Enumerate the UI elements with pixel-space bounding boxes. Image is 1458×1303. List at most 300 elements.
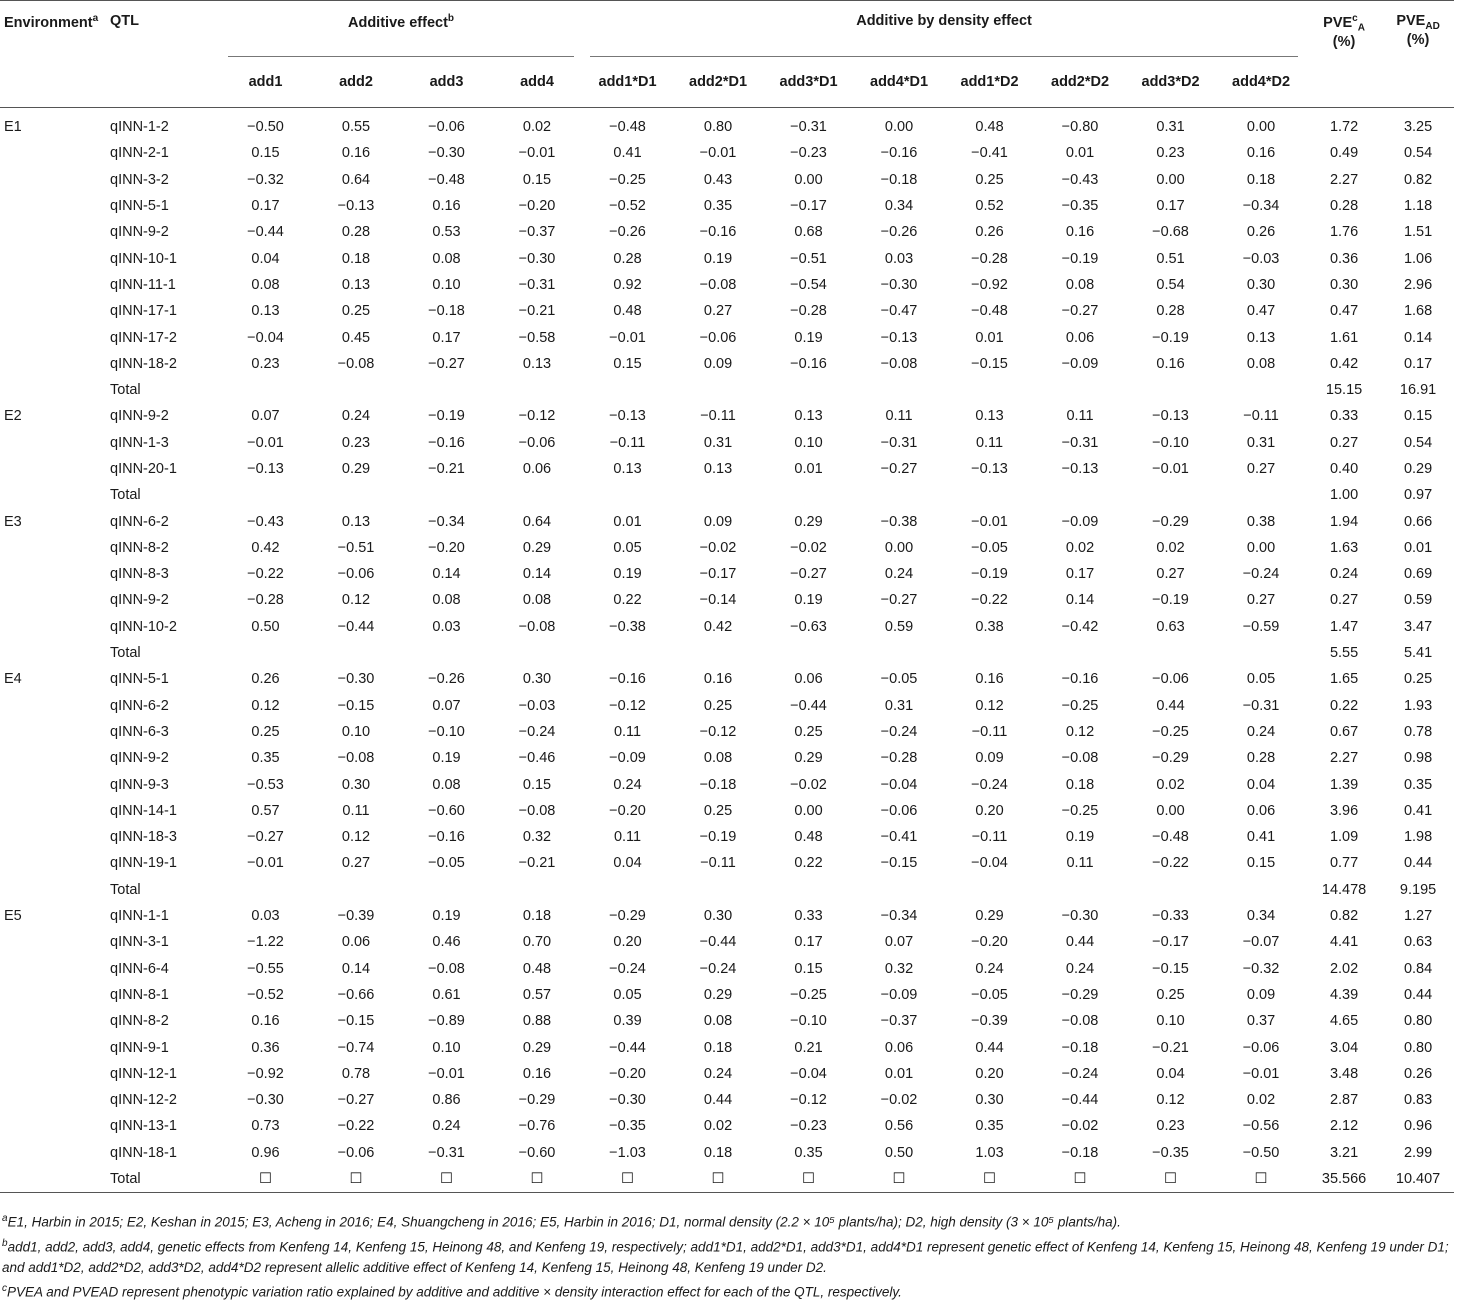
cell-value — [492, 377, 582, 403]
cell-value: 0.13 — [794, 408, 823, 425]
cell-value: 0.08 — [522, 592, 552, 609]
cell-value: 0.07 — [251, 408, 280, 425]
cell-value: −0.34 — [428, 513, 465, 530]
cell-value: 0.19 — [1065, 829, 1095, 846]
cell-value: −0.08 — [1061, 750, 1099, 767]
cell-environment — [0, 1087, 108, 1113]
cell-value: 0.10 — [432, 1039, 461, 1056]
cell-qtl: qINN-8-2 — [110, 539, 169, 556]
table-row — [0, 108, 1454, 141]
cell-value: −0.02 — [880, 1092, 918, 1109]
cell-qtl: qINN-3-2 — [110, 171, 169, 188]
table-row — [0, 1008, 1454, 1034]
subheader-add4: add4 — [520, 74, 554, 90]
cell-environment: E3 — [4, 513, 22, 530]
cell-value: −0.05 — [880, 671, 918, 688]
cell-value: 0.77 — [1329, 855, 1359, 872]
cell-value — [582, 877, 673, 903]
cell-value: 0.25 — [703, 802, 733, 819]
cell-value: −0.29 — [518, 1092, 556, 1109]
cell-environment — [0, 798, 108, 824]
cell-value: 0.57 — [522, 986, 552, 1003]
cell-value — [854, 377, 944, 403]
footnote-b-text: add1, add2, add3, add4, genetic effects from Kenfeng 14, Kenfeng 15, Heinong 48, and Kenfeng 19, respectively; add1*D1, add2*D1, add3*D1, add4*D1 represent genetic effect of Kenfeng 14, Kenfeng 15, Heinong 48, Kenfeng 19 under D1; and add1*D2, add2*D2, add3*D2, add4*D2 represent allelic additive effect of Kenfeng 14, Kenfeng 15, Heinong 48, Kenfeng 19 under D2. — [2, 1239, 1449, 1275]
cell-value: 0.24 — [975, 960, 1004, 977]
cell-value: −0.23 — [790, 1118, 827, 1135]
cell-environment — [0, 482, 108, 508]
cell-value: 0.24 — [1065, 960, 1095, 977]
cell-environment — [0, 771, 108, 797]
cell-value: 1.09 — [1329, 829, 1359, 846]
cell-value: −0.01 — [428, 1065, 465, 1082]
cell-qtl: qINN-3-1 — [110, 934, 169, 951]
cell-value: −0.22 — [337, 1118, 375, 1135]
cell-value: 0.02 — [1156, 539, 1185, 556]
cell-value: −0.34 — [1242, 198, 1280, 215]
cell-value: 0.26 — [251, 671, 280, 688]
cell-value: 0.33 — [794, 908, 823, 925]
cell-value: 0.24 — [613, 776, 642, 793]
cell-value: −0.02 — [790, 539, 827, 556]
cell-value: −0.01 — [609, 329, 646, 346]
cell-value: 0.97 — [1403, 487, 1433, 504]
cell-value: −0.02 — [699, 539, 737, 556]
cell-value: −0.44 — [609, 1039, 646, 1056]
cell-value: −0.13 — [1152, 408, 1189, 425]
cell-empty-box: ☐ — [311, 1166, 401, 1193]
cell-value: 0.83 — [1403, 1092, 1433, 1109]
cell-value — [763, 877, 854, 903]
cell-value: 1.68 — [1403, 303, 1433, 320]
cell-qtl: qINN-10-1 — [110, 250, 177, 267]
cell-value: −0.16 — [1061, 671, 1099, 688]
cell-value: 0.36 — [1329, 250, 1359, 267]
cell-value: −0.48 — [428, 171, 465, 188]
cell-value: 0.14 — [1065, 592, 1095, 609]
cell-value: −0.15 — [1152, 960, 1189, 977]
cell-value: −0.41 — [971, 145, 1008, 162]
cell-value: −0.22 — [247, 566, 284, 583]
cell-value: −0.30 — [428, 145, 465, 162]
cell-value: 0.30 — [975, 1092, 1004, 1109]
cell-total-label: Total — [110, 645, 141, 662]
cell-value: −0.24 — [1061, 1065, 1099, 1082]
footnote-c: $^c$PVEA and PVEAD represent phenotypic variation ratio explained by additive and additive × density interaction effect for each of the QTL, respectively. — [2, 1283, 902, 1300]
cell-qtl: qINN-13-1 — [110, 1118, 177, 1135]
cell-value: 0.29 — [975, 908, 1004, 925]
cell-value: 0.24 — [884, 566, 914, 583]
cell-value: −0.28 — [971, 250, 1008, 267]
cell-value: 0.35 — [703, 198, 733, 215]
cell-value: −0.11 — [700, 855, 736, 872]
cell-environment — [0, 351, 108, 377]
cell-value: 0.51 — [1156, 250, 1185, 267]
cell-value: −0.04 — [247, 329, 284, 346]
cell-value — [401, 482, 492, 508]
cell-value — [1125, 377, 1216, 403]
cell-environment — [0, 640, 108, 666]
cell-value: −0.38 — [880, 513, 918, 530]
cell-value: 0.38 — [975, 618, 1004, 635]
cell-value: 15.15 — [1325, 382, 1363, 399]
cell-value: 0.19 — [613, 566, 642, 583]
cell-value: −0.16 — [428, 434, 465, 451]
cell-environment: E4 — [4, 671, 22, 688]
cell-value — [492, 640, 582, 666]
cell-value: 0.42 — [251, 539, 280, 556]
cell-value: −0.27 — [1061, 303, 1099, 320]
cell-value: 0.08 — [703, 1013, 733, 1030]
cell-value: 0.08 — [703, 750, 733, 767]
cell-qtl: qINN-18-2 — [110, 355, 177, 372]
cell-value: 0.24 — [341, 408, 371, 425]
cell-environment — [0, 219, 108, 245]
table-row — [0, 771, 1454, 797]
cell-value: −0.48 — [971, 303, 1008, 320]
cell-value: 0.16 — [1065, 224, 1095, 241]
cell-value: −0.09 — [1061, 355, 1099, 372]
subheader-add3-d2: add3*D2 — [1141, 74, 1200, 90]
cell-value: −0.18 — [1061, 1039, 1099, 1056]
cell-value: 0.13 — [613, 461, 642, 477]
cell-value: 0.17 — [251, 198, 280, 215]
cell-value: −0.24 — [880, 723, 918, 740]
cell-value: 0.14 — [1403, 329, 1433, 346]
cell-value: 1.27 — [1403, 908, 1433, 925]
cell-value: 0.47 — [1329, 303, 1359, 320]
table-row — [0, 587, 1454, 613]
cell-value — [763, 377, 854, 403]
cell-value: 0.98 — [1403, 750, 1433, 767]
cell-value: −0.08 — [518, 618, 556, 635]
cell-value: 0.01 — [1065, 145, 1095, 162]
cell-value: 0.15 — [251, 145, 280, 162]
cell-value: 0.15 — [613, 355, 642, 372]
cell-value: 0.27 — [703, 303, 733, 320]
cell-value: 1.61 — [1329, 329, 1359, 346]
cell-value: −0.35 — [609, 1118, 646, 1135]
cell-value: −0.51 — [790, 250, 827, 267]
cell-value: −0.26 — [428, 671, 465, 688]
cell-value: −0.24 — [518, 723, 556, 740]
cell-value: 0.30 — [1329, 276, 1359, 293]
cell-value: 0.44 — [1403, 855, 1433, 872]
cell-value: −0.08 — [1061, 1013, 1099, 1030]
cell-value: 0.20 — [613, 934, 642, 951]
cell-value: −0.26 — [609, 224, 646, 241]
cell-value: −0.06 — [1242, 1039, 1280, 1056]
cell-value: −0.56 — [1242, 1118, 1280, 1135]
cell-environment — [0, 167, 108, 193]
cell-value: 0.31 — [703, 434, 733, 451]
cell-value: 0.44 — [1403, 986, 1433, 1003]
cell-environment — [0, 1034, 108, 1060]
cell-environment — [0, 324, 108, 350]
cell-value: 0.29 — [703, 986, 733, 1003]
cell-value: 0.26 — [975, 224, 1004, 241]
cell-value: 9.195 — [1399, 881, 1437, 898]
cell-value: −0.03 — [1242, 250, 1280, 267]
cell-value: −0.01 — [247, 855, 284, 872]
cell-value: 0.88 — [522, 1013, 552, 1030]
cell-value: −0.52 — [247, 986, 284, 1003]
cell-value — [220, 877, 311, 903]
cell-value: −0.50 — [247, 119, 284, 136]
cell-total-label: Total — [110, 382, 141, 399]
cell-value: 0.09 — [703, 513, 733, 530]
cell-value: −0.25 — [1061, 697, 1099, 714]
cell-environment — [0, 140, 108, 166]
cell-value: 0.06 — [794, 671, 823, 688]
cell-value — [492, 482, 582, 508]
cell-value: 0.17 — [794, 934, 823, 951]
cell-value: 0.16 — [522, 1065, 552, 1082]
cell-value: 1.06 — [1403, 250, 1433, 267]
table-row — [0, 298, 1454, 324]
cell-qtl: qINN-6-4 — [110, 960, 169, 977]
table-row — [0, 456, 1454, 482]
cell-value: 0.84 — [1403, 960, 1433, 977]
cell-value: −0.63 — [790, 618, 827, 635]
cell-total-label: Total — [110, 881, 141, 898]
cell-value: 0.00 — [794, 802, 823, 819]
cell-value: −0.37 — [880, 1013, 918, 1030]
cell-value — [854, 877, 944, 903]
cell-total-label: Total — [108, 1166, 220, 1193]
cell-value: −0.80 — [1061, 119, 1099, 136]
cell-value: −0.08 — [880, 355, 918, 372]
cell-value: −0.38 — [609, 618, 646, 635]
cell-value: 0.30 — [1246, 276, 1276, 293]
cell-value: 0.07 — [884, 934, 914, 951]
table-total-row — [0, 877, 1454, 903]
cell-value: 0.82 — [1403, 171, 1433, 188]
cell-value: 0.00 — [794, 171, 823, 188]
cell-value: −0.05 — [971, 986, 1008, 1003]
cell-value: 1.39 — [1329, 776, 1359, 793]
cell-value: −0.05 — [971, 539, 1008, 556]
subheader-pve-a-spacer — [1306, 57, 1382, 108]
cell-value: 0.25 — [703, 697, 733, 714]
cell-value: −0.17 — [699, 566, 737, 583]
cell-value: 3.96 — [1329, 802, 1359, 819]
cell-value: −0.08 — [699, 276, 737, 293]
cell-value: 0.19 — [432, 908, 461, 925]
cell-value: 1.51 — [1403, 224, 1433, 241]
cell-value: 14.478 — [1321, 881, 1367, 898]
cell-value: 0.29 — [522, 539, 552, 556]
cell-qtl: qINN-5-1 — [110, 198, 169, 215]
cell-value: 0.47 — [1246, 303, 1276, 320]
table-row — [0, 193, 1454, 219]
cell-value: 1.94 — [1329, 513, 1359, 530]
table-row — [0, 1140, 1454, 1166]
cell-value: 0.06 — [884, 1039, 914, 1056]
cell-value: −0.58 — [518, 329, 556, 346]
cell-value: −0.25 — [1152, 723, 1189, 740]
cell-value: 0.29 — [341, 461, 371, 477]
cell-value — [1216, 377, 1306, 403]
cell-value: 0.03 — [251, 908, 280, 925]
cell-value: −0.28 — [790, 303, 827, 320]
cell-value: 0.32 — [884, 960, 914, 977]
cell-value: −0.27 — [428, 355, 465, 372]
cell-value: 0.31 — [884, 697, 914, 714]
cell-value: −0.12 — [699, 723, 737, 740]
cell-value: −0.04 — [971, 855, 1008, 872]
cell-value: 0.27 — [1329, 434, 1359, 451]
cell-value: −0.19 — [699, 829, 737, 846]
cell-value: 0.54 — [1403, 145, 1433, 162]
cell-value: 0.02 — [1065, 539, 1095, 556]
cell-value: 0.42 — [1329, 355, 1359, 372]
header-pve-a: $PVE^c_A$ (%) — [1323, 13, 1365, 50]
cell-value: 0.67 — [1329, 723, 1359, 740]
cell-value: −0.08 — [428, 960, 465, 977]
cell-value: −0.01 — [1242, 1065, 1280, 1082]
cell-value: 0.28 — [613, 250, 642, 267]
cell-value — [401, 640, 492, 666]
cell-value: −0.01 — [971, 513, 1008, 530]
cell-value: 0.05 — [613, 539, 642, 556]
cell-value: 0.21 — [794, 1039, 823, 1056]
cell-value: 0.02 — [1156, 776, 1185, 793]
cell-qtl: qINN-9-2 — [110, 408, 169, 425]
cell-value: −0.23 — [790, 145, 827, 162]
cell-value: 1.76 — [1329, 224, 1359, 241]
cell-value: 0.33 — [1329, 408, 1359, 425]
header-additive-effect: Additive effect$^b$ — [220, 1, 582, 58]
cell-value: 0.57 — [251, 802, 280, 819]
cell-value: −0.21 — [518, 855, 556, 872]
cell-value: 0.44 — [703, 1092, 733, 1109]
cell-value: −0.02 — [1061, 1118, 1099, 1135]
cell-value — [1035, 377, 1125, 403]
cell-qtl: qINN-1-1 — [110, 908, 169, 925]
cell-qtl: qINN-20-1 — [110, 461, 177, 477]
cell-value: −0.13 — [247, 461, 284, 477]
cell-value: 0.11 — [342, 802, 370, 819]
cell-value: 0.24 — [1246, 723, 1276, 740]
cell-value — [582, 640, 673, 666]
cell-value: 0.02 — [1246, 1092, 1276, 1109]
cell-value: −0.13 — [1061, 461, 1099, 477]
cell-value: −0.30 — [247, 1092, 284, 1109]
cell-value: 0.69 — [1403, 566, 1433, 583]
cell-value: 0.09 — [975, 750, 1004, 767]
cell-environment — [0, 430, 108, 456]
cell-value: 0.12 — [341, 829, 371, 846]
cell-value: −1.22 — [247, 934, 284, 951]
footnote-a: $^a$E1, Harbin in 2015; E2, Keshan in 2015; E3, Acheng in 2016; E4, Shuangcheng in 2016; E5, Harbin in 2016; D1, normal density (2.2 × 10⁵ plants/ha); D2, high density (3 × 10⁵ plants/ha). — [2, 1213, 1121, 1230]
cell-value: 3.25 — [1403, 119, 1433, 136]
table-row — [0, 1034, 1454, 1060]
cell-value: −0.16 — [699, 224, 737, 241]
table-row — [0, 745, 1454, 771]
cell-value: −0.39 — [337, 908, 375, 925]
cell-value: 0.28 — [1329, 198, 1359, 215]
cell-environment — [0, 587, 108, 613]
table-row — [0, 824, 1454, 850]
cell-value: 0.50 — [251, 618, 280, 635]
cell-value: −0.43 — [247, 513, 284, 530]
cell-value: −0.48 — [609, 119, 646, 136]
cell-value: 0.18 — [341, 250, 371, 267]
cell-value: −0.24 — [1242, 566, 1280, 583]
header-spacer — [0, 57, 108, 108]
cell-value: −0.18 — [428, 303, 465, 320]
cell-value — [311, 640, 401, 666]
cell-value: −0.50 — [1242, 1144, 1280, 1161]
cell-value: 0.16 — [1156, 355, 1185, 372]
cell-value: 3.48 — [1329, 1065, 1359, 1082]
cell-value: 0.11 — [613, 723, 642, 740]
cell-value: −0.21 — [1152, 1039, 1189, 1056]
cell-value: 0.19 — [794, 592, 823, 609]
cell-value — [220, 377, 311, 403]
cell-value: −0.11 — [1243, 408, 1279, 425]
cell-value: 0.03 — [432, 618, 461, 635]
cell-value: −0.43 — [1061, 171, 1099, 188]
cell-qtl: qINN-8-2 — [110, 1013, 169, 1030]
cell-value: 1.93 — [1403, 697, 1433, 714]
cell-value: 1.63 — [1329, 539, 1359, 556]
cell-value: −0.31 — [790, 119, 827, 136]
cell-value: 0.24 — [1329, 566, 1359, 583]
cell-value: 0.35 — [794, 1144, 823, 1161]
cell-value: −0.08 — [337, 750, 375, 767]
cell-value — [944, 482, 1035, 508]
cell-value: −0.18 — [699, 776, 737, 793]
table-row — [0, 1087, 1454, 1113]
cell-qtl: qINN-18-3 — [110, 829, 177, 846]
cell-empty-box: ☐ — [944, 1166, 1035, 1193]
cell-value: 0.13 — [1246, 329, 1276, 346]
cell-value: 0.01 — [975, 329, 1004, 346]
cell-environment — [0, 298, 108, 324]
cell-value: −0.27 — [247, 829, 284, 846]
cell-value: −0.31 — [1061, 434, 1099, 451]
table-row — [0, 324, 1454, 350]
cell-value: −0.29 — [609, 908, 646, 925]
cell-qtl: qINN-17-2 — [110, 329, 177, 346]
cell-value: 5.55 — [1329, 645, 1359, 662]
cell-value: 0.16 — [975, 671, 1004, 688]
cell-environment — [0, 1166, 108, 1193]
cell-value: 0.20 — [975, 802, 1004, 819]
cell-value: −0.60 — [518, 1144, 556, 1161]
cell-value: 0.45 — [341, 329, 371, 346]
cell-value: 0.13 — [975, 408, 1004, 425]
subheader-add3: add3 — [429, 74, 464, 90]
cell-qtl: qINN-1-3 — [110, 434, 169, 451]
cell-qtl: qINN-6-2 — [110, 513, 169, 530]
subheader-add1-d1: add1*D1 — [598, 74, 657, 90]
cell-value — [673, 482, 763, 508]
cell-value: −0.29 — [1152, 750, 1189, 767]
cell-qtl: qINN-8-3 — [110, 566, 169, 583]
cell-value: −0.39 — [971, 1013, 1008, 1030]
cell-value: 1.47 — [1329, 618, 1359, 635]
cell-value: −0.74 — [337, 1039, 375, 1056]
cell-value: 0.55 — [341, 119, 371, 136]
cell-value: 0.86 — [432, 1092, 461, 1109]
cell-value: 2.12 — [1329, 1118, 1359, 1135]
cell-value: −0.09 — [880, 986, 918, 1003]
cell-value: −0.13 — [880, 329, 918, 346]
cell-value: −0.89 — [428, 1013, 465, 1030]
cell-value: 0.08 — [1246, 355, 1276, 372]
